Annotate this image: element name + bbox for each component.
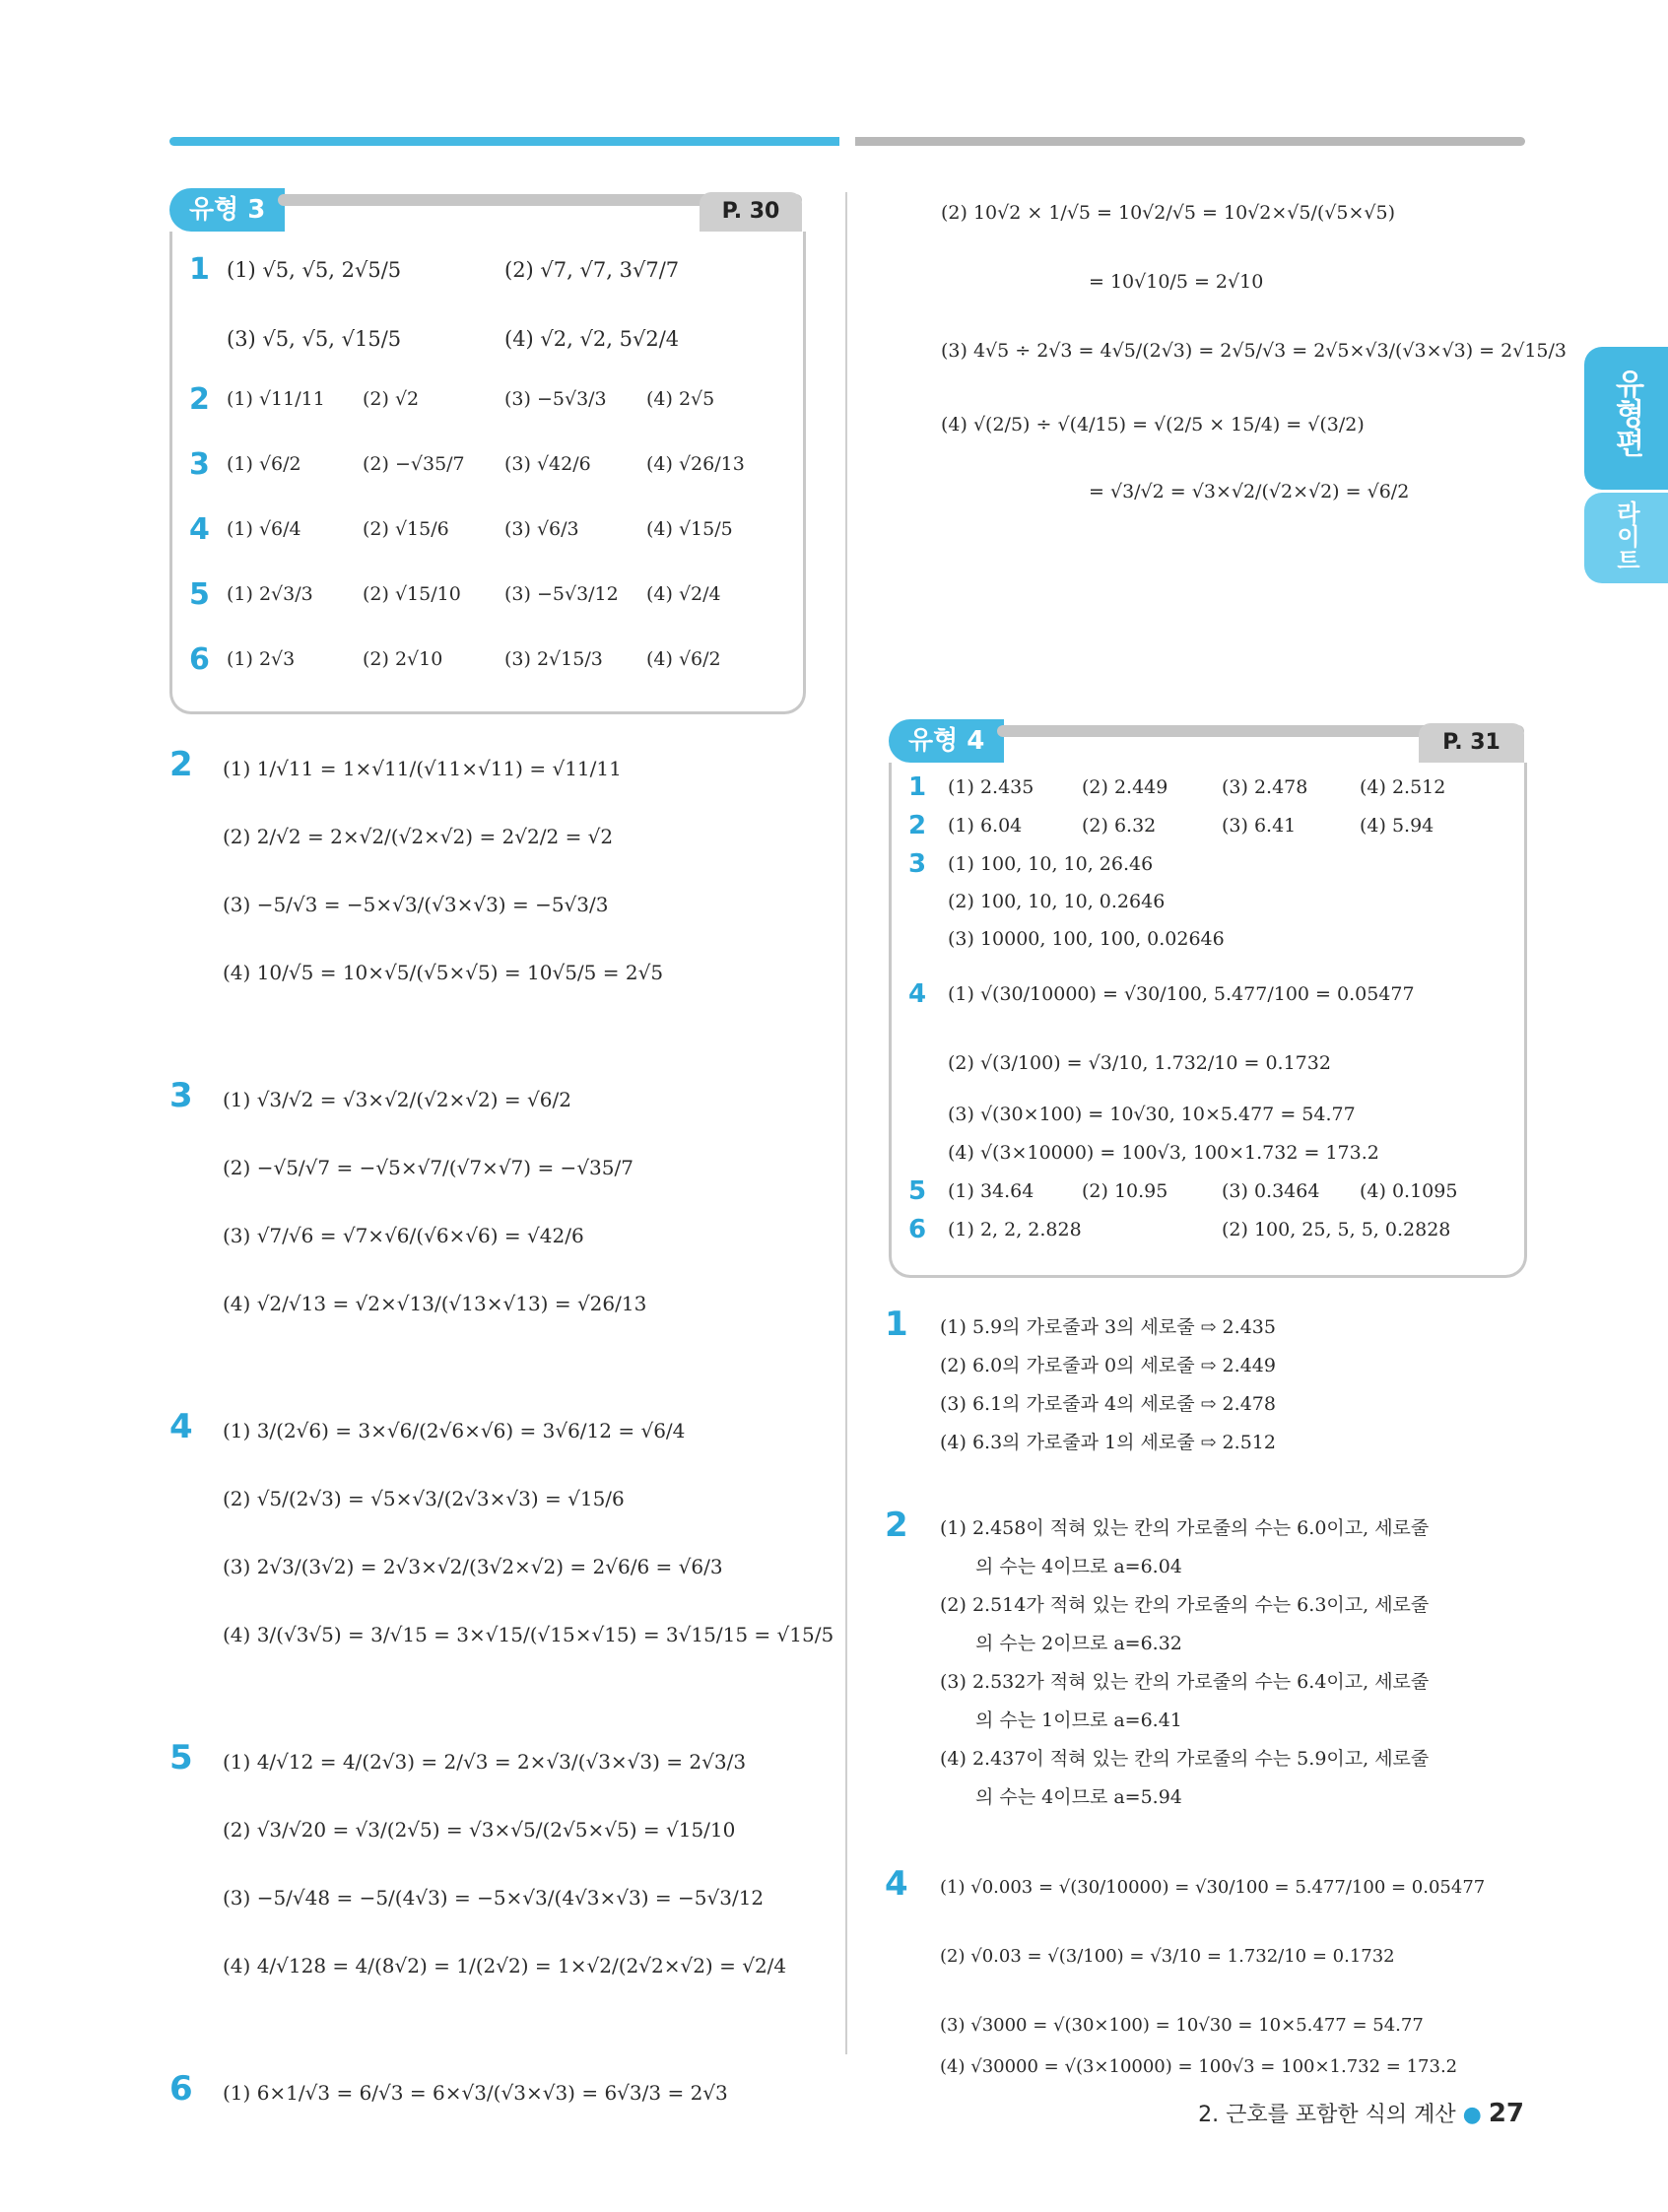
- answer-item: (4) √26/13: [646, 453, 745, 475]
- solution-line: (4) 2.437이 적혀 있는 칸의 가로줄의 수는 5.9이고, 세로줄: [940, 1748, 1430, 1770]
- solution-block: [885, 1864, 1535, 2089]
- page-number: 27: [1488, 2099, 1524, 2128]
- top-bar-right: [855, 137, 1525, 146]
- answer-item: (4) √(3×10000) = 100√3, 100×1.732 = 173.2: [948, 1142, 1379, 1164]
- answer-item: (1) √5, √5, 2√5/5: [227, 258, 402, 282]
- solution-block: [885, 1305, 1535, 1462]
- solution-line: (1) 2.458이 적혀 있는 칸의 가로줄의 수는 6.0이고, 세로줄: [940, 1517, 1430, 1539]
- answer-item: (1) 100, 10, 10, 26.46: [948, 853, 1154, 875]
- answer-item: (1) √(30/10000) = √30/100, 5.477/100 = 0.05477: [948, 983, 1415, 1005]
- answer-item: (1) 2√3: [227, 648, 296, 670]
- type3-badge: 유형 3: [169, 188, 285, 232]
- right-top-solutions: [941, 193, 1567, 541]
- answer-item: (4) √6/2: [646, 648, 721, 670]
- solution-block: [166, 1076, 826, 1352]
- answer-item: (3) 2.478: [1222, 776, 1308, 798]
- answer-item: (2) −√35/7: [363, 453, 465, 475]
- answer-item: (1) √11/11: [227, 388, 325, 410]
- type4-badge: 유형 4: [889, 719, 1004, 763]
- solution-line: (2) √5/(2√3) = √5×√3/(2√3×√3) = √15/6: [223, 1487, 625, 1510]
- answer-row: [189, 439, 790, 504]
- type4-header: [889, 719, 1524, 763]
- solution-line: (4) 3/(√3√5) = 3/√15 = 3×√15/(√15×√15) = 3√15/15 = √15/5: [223, 1623, 834, 1646]
- solution-line: (3) 6.1의 가로줄과 4의 세로줄 ⇨ 2.478: [940, 1393, 1276, 1415]
- solution-line: (4) 6.3의 가로줄과 1의 세로줄 ⇨ 2.512: [940, 1432, 1276, 1453]
- answer-item: (1) √6/4: [227, 518, 301, 540]
- solution-number: 4: [169, 1407, 193, 1446]
- answer-item: (1) √6/2: [227, 453, 301, 475]
- answer-row: [908, 1100, 1509, 1138]
- solution-line: (2) √0.03 = √(3/100) = √3/10 = 1.732/10 = 0.1732: [940, 1946, 1395, 1967]
- solution-line: (4) 10/√5 = 10×√5/(√5×√5) = 10√5/5 = 2√5: [223, 961, 664, 984]
- answer-number: 5: [189, 577, 210, 612]
- right-solutions: [885, 1305, 1535, 2089]
- answer-item: (2) 100, 10, 10, 0.2646: [948, 891, 1166, 912]
- answer-number: 3: [908, 849, 927, 879]
- answer-item: (3) √6/3: [504, 518, 579, 540]
- solution-number: 5: [169, 1738, 193, 1777]
- type3-answer-list: [189, 244, 790, 700]
- solution-line: 의 수는 4이므로 a=5.94: [975, 1786, 1182, 1808]
- answer-item: (4) √15/5: [646, 518, 733, 540]
- answer-item: (2) 100, 25, 5, 5, 0.2828: [1222, 1219, 1451, 1240]
- answer-item: (4) √2/4: [646, 583, 721, 605]
- answer-row: [908, 924, 1509, 962]
- solution-line: (2) 2.514가 적혀 있는 칸의 가로줄의 수는 6.3이고, 세로줄: [940, 1594, 1430, 1616]
- solution-line: = 10√10/5 = 2√10: [1089, 271, 1264, 293]
- answer-number: 6: [908, 1215, 927, 1244]
- answer-row: [189, 504, 790, 570]
- answer-number: 2: [908, 811, 927, 840]
- type3-page-ref: P. 30: [700, 192, 802, 232]
- answer-item: (4) 0.1095: [1360, 1180, 1458, 1202]
- column-divider: [845, 192, 847, 2054]
- solution-line: (1) 6×1/√3 = 6/√3 = 6×√3/(√3×√3) = 6√3/3 = 2√3: [223, 2081, 728, 2105]
- answer-row: [189, 570, 790, 635]
- answer-item: (3) 6.41: [1222, 815, 1297, 837]
- solution-block: [166, 1407, 834, 1683]
- solution-block: [885, 1506, 1535, 1817]
- solution-line: (1) 1/√11 = 1×√11/(√11×√11) = √11/11: [223, 757, 622, 780]
- footer-dot-icon: ●: [1462, 2103, 1489, 2127]
- solution-line: (1) 3/(2√6) = 3×√6/(2√6×√6) = 3√6/12 = √6/4: [223, 1419, 686, 1442]
- solution-line: (3) −5/√3 = −5×√3/(√3×√3) = −5√3/3: [223, 893, 609, 916]
- top-bar-left: [169, 137, 839, 146]
- answer-item: (3) √5, √5, √15/5: [227, 327, 402, 351]
- answer-item: (2) 10.95: [1082, 1180, 1168, 1202]
- solution-number: 2: [169, 745, 193, 784]
- solution-line: (3) 2√3/(3√2) = 2√3×√2/(3√2×√2) = 2√6/6 = √6/3: [223, 1555, 723, 1578]
- answer-item: (4) 2√5: [646, 388, 715, 410]
- solution-line: (3) √3000 = √(30×100) = 10√30 = 10×5.477 = 54.77: [940, 2015, 1424, 2036]
- answer-item: (2) √15/6: [363, 518, 449, 540]
- answer-item: (2) √(3/100) = √3/10, 1.732/10 = 0.1732: [948, 1052, 1331, 1074]
- solution-line: (4) 4/√128 = 4/(8√2) = 1/(2√2) = 1×√2/(2√2×√2) = √2/4: [223, 1954, 787, 1977]
- side-tab-bottom-label: 라이트: [1612, 501, 1640, 571]
- answer-item: (2) 6.32: [1082, 815, 1157, 837]
- solution-number: 4: [885, 1864, 908, 1904]
- side-tab-top-label: 유형편: [1609, 369, 1644, 457]
- answer-row: [908, 887, 1509, 924]
- answer-row: [908, 849, 1509, 887]
- answer-row: [908, 772, 1509, 811]
- solution-line: (2) 6.0의 가로줄과 0의 세로줄 ⇨ 2.449: [940, 1355, 1276, 1376]
- answer-row: [189, 635, 790, 700]
- solution-line: (4) √2/√13 = √2×√13/(√13×√13) = √26/13: [223, 1292, 647, 1315]
- solution-line: 의 수는 4이므로 a=6.04: [975, 1556, 1182, 1577]
- side-tab-type[interactable]: [1584, 347, 1668, 490]
- answer-item: (3) −5√3/12: [504, 583, 619, 605]
- type3-header: [169, 188, 802, 232]
- answer-number: 4: [189, 512, 210, 547]
- answer-item: (3) −5√3/3: [504, 388, 607, 410]
- answer-item: (2) 2√10: [363, 648, 443, 670]
- answer-item: (3) 10000, 100, 100, 0.02646: [948, 928, 1225, 950]
- solution-line: (3) √7/√6 = √7×√6/(√6×√6) = √42/6: [223, 1224, 584, 1247]
- solution-number: 1: [885, 1305, 908, 1344]
- answer-item: (2) √7, √7, 3√7/7: [504, 258, 680, 282]
- solution-line: = √3/√2 = √3×√2/(√2×√2) = √6/2: [1089, 481, 1410, 503]
- answer-number: 5: [908, 1176, 927, 1206]
- answer-row: [908, 1176, 1509, 1215]
- answer-row: [908, 1215, 1509, 1253]
- answer-row: [189, 313, 790, 374]
- answer-number: 1: [908, 772, 927, 802]
- solution-line: (3) −5/√48 = −5/(4√3) = −5×√3/(4√3×√3) = −5√3/12: [223, 1886, 765, 1910]
- answer-item: (3) √(30×100) = 10√30, 10×5.477 = 54.77: [948, 1104, 1356, 1125]
- solution-line: (2) −√5/√7 = −√5×√7/(√7×√7) = −√35/7: [223, 1156, 634, 1179]
- answer-item: (1) 2√3/3: [227, 583, 313, 605]
- answer-number: 2: [189, 382, 210, 417]
- solution-number: 2: [885, 1506, 908, 1545]
- answer-item: (4) 5.94: [1360, 815, 1434, 837]
- answer-number: 3: [189, 447, 210, 482]
- answer-item: (4) 2.512: [1360, 776, 1446, 798]
- type4-answer-list: [908, 772, 1509, 1253]
- solution-number: 6: [169, 2069, 193, 2109]
- solution-block: [166, 2069, 826, 2141]
- answer-row: [189, 244, 790, 313]
- answer-row: [908, 962, 1509, 1031]
- left-solutions: [166, 745, 834, 2141]
- answer-item: (1) 34.64: [948, 1180, 1034, 1202]
- type4-page-ref: P. 31: [1419, 723, 1524, 763]
- solution-line: (3) 4√5 ÷ 2√3 = 4√5/(2√3) = 2√5/√3 = 2√5×√3/(√3×√3) = 2√15/3: [941, 340, 1567, 362]
- answer-item: (1) 2.435: [948, 776, 1034, 798]
- answer-number: 1: [189, 252, 210, 287]
- answer-item: (1) 6.04: [948, 815, 1023, 837]
- solution-line: (4) √30000 = √(3×10000) = 100√3 = 100×1.732 = 173.2: [940, 2056, 1458, 2077]
- answer-row: [908, 1031, 1509, 1100]
- answer-item: (2) 2.449: [1082, 776, 1168, 798]
- solution-line: (2) 2/√2 = 2×√2/(√2×√2) = 2√2/2 = √2: [223, 825, 614, 848]
- answer-item: (3) 0.3464: [1222, 1180, 1320, 1202]
- answer-row: [908, 1138, 1509, 1176]
- answer-item: (4) √2, √2, 5√2/4: [504, 327, 680, 351]
- solution-block: [166, 1738, 826, 2014]
- answer-number: 6: [189, 642, 210, 677]
- answer-row: [908, 811, 1509, 849]
- page-footer: [1198, 2098, 1524, 2128]
- solution-line: 의 수는 2이므로 a=6.32: [975, 1633, 1182, 1654]
- answer-item: (3) 2√15/3: [504, 648, 603, 670]
- answer-item: (2) √15/10: [363, 583, 461, 605]
- solution-number: 3: [169, 1076, 193, 1115]
- solution-line: (3) 2.532가 적혀 있는 칸의 가로줄의 수는 6.4이고, 세로줄: [940, 1671, 1430, 1693]
- side-tab-lite[interactable]: [1584, 493, 1668, 583]
- answer-row: [189, 374, 790, 439]
- solution-line: (1) √3/√2 = √3×√2/(√2×√2) = √6/2: [223, 1088, 571, 1111]
- solution-line: (1) 5.9의 가로줄과 3의 세로줄 ⇨ 2.435: [940, 1316, 1276, 1338]
- answer-item: (1) 2, 2, 2.828: [948, 1219, 1082, 1240]
- footer-chapter: 2. 근호를 포함한 식의 계산: [1198, 2103, 1456, 2127]
- solution-line: (4) √(2/5) ÷ √(4/15) = √(2/5 × 15/4) = √(3/2): [941, 414, 1365, 436]
- answer-item: (3) √42/6: [504, 453, 591, 475]
- answer-item: (2) √2: [363, 388, 420, 410]
- solution-line: (1) 4/√12 = 4/(2√3) = 2/√3 = 2×√3/(√3×√3) = 2√3/3: [223, 1750, 747, 1774]
- answer-number: 4: [908, 979, 927, 1009]
- solution-line: (2) 10√2 × 1/√5 = 10√2/√5 = 10√2×√5/(√5×√5): [941, 202, 1396, 224]
- solution-block: [166, 745, 826, 1021]
- solution-line: 의 수는 1이므로 a=6.41: [975, 1709, 1182, 1731]
- solution-line: (2) √3/√20 = √3/(2√5) = √3×√5/(2√5×√5) = √15/10: [223, 1818, 736, 1842]
- solution-line: (1) √0.003 = √(30/10000) = √30/100 = 5.477/100 = 0.05477: [940, 1877, 1486, 1898]
